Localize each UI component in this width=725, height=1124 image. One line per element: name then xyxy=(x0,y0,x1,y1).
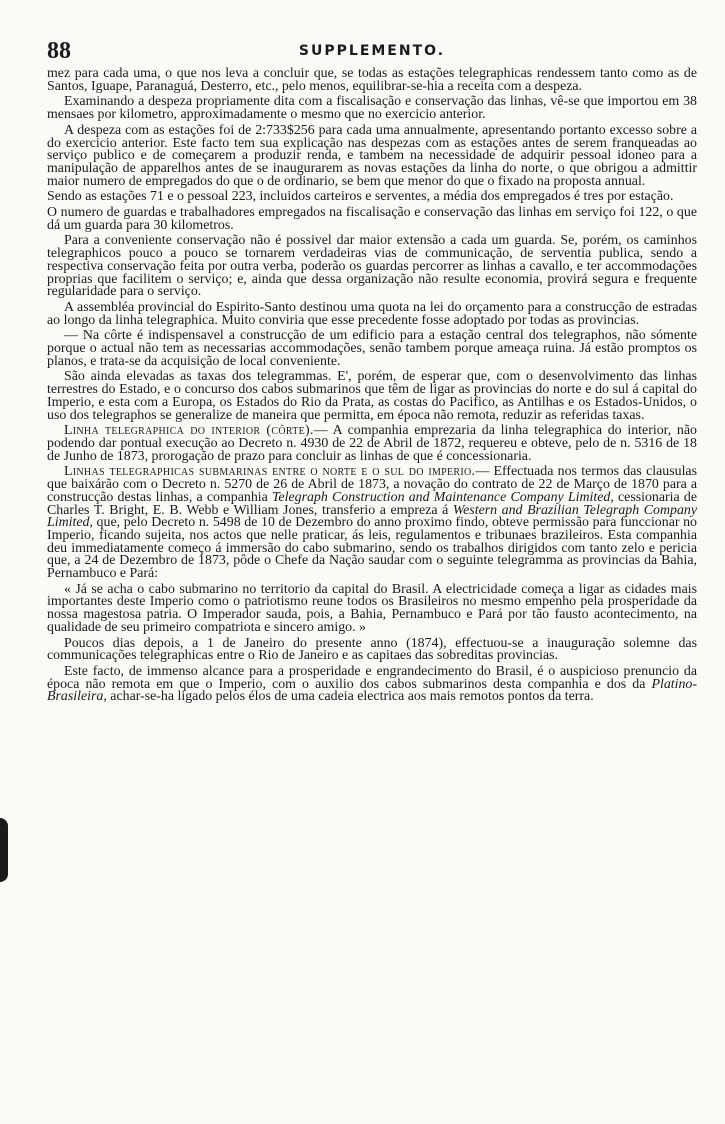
binding-mark xyxy=(0,818,8,882)
company-name: Western and Brazilian Telegraph Company Limited xyxy=(47,502,697,531)
paragraph: Sendo as estações 71 e o pessoal 223, incluidos carteiros e serventes, a média dos empregados é tres por estação. xyxy=(47,189,674,205)
closing-paragraph xyxy=(47,663,697,705)
paragraph: — Na côrte é indispensavel a construcção de um edificio para a estação central dos telegraphos, não sómente porque o actual não tem as necessarias accommodações, senão tambem porque ameaça ruina. Já estão promptos os planos, e trata-se da acquisição de local conveniente. xyxy=(47,328,697,369)
section-heading: Linha telegraphica do interior (côrte). xyxy=(64,423,314,439)
paragraph: A despeza com as estações foi de 2:733$256 para cada uma annualmente, apresentando portanto excesso sobre a do exercicio anterior. Este facto tem sua explicação nas despezas com as estações antes de serem franqueadas ao serviço publico e de começarem a produzir renda, e tambem na necessidade de adquirir pessoal idoneo para a manipulação de apparelhos antes de se inaugurarem as novas estações da linha do norte, o que obrigou a admittir maior numero de empregados do que o de ordinario, se bem que menor do que o fixado na proposta annual. xyxy=(47,122,697,189)
company-name: Telegraph Construction and Maintenance Company Limited xyxy=(271,489,611,505)
section-interior xyxy=(47,425,697,463)
closing-text: , achar-se-ha ligado pelos élos de uma cadeia electrica aos mais remotos pontos da terra. xyxy=(103,689,594,705)
paragraph: Examinando a despeza propriamente dita com a fiscalisação e conservação das linhas, vê-se que importou em 38 mensaes por kilometro, approximadamente o mesmo que no exercicio anterior. xyxy=(47,94,697,123)
page-number: 88 xyxy=(47,38,71,64)
company-name: Platino-Brasileira xyxy=(47,676,697,705)
section-text: , cessionaria de Charles T. Bright, E. B. Webb e William Jones, transferio a empreza á xyxy=(47,489,697,518)
body-text xyxy=(47,68,697,704)
paragraph: O numero de guardas e trabalhadores empregados na fiscalisação e conservação das linhas em serviço foi 122, o que dá um guarda para 30 kilometros. xyxy=(47,205,697,233)
paragraph: mez para cada uma, o que nos leva a concluir que, se todas as estações telegraphicas rendessem tanto como as de Santos, Iguape, Paranaguá, Desterro, etc., pelo menos, equilibrar-se-hia a receita com a despeza. xyxy=(47,66,697,94)
section-submarine xyxy=(47,466,697,580)
section-heading: Linhas telegraphicas submarinas entre o norte e o sul do imperio. xyxy=(64,464,476,480)
paragraph: São ainda elevadas as taxas dos telegrammas. E', porém, de esperar que, com o desenvolvimento das linhas terrestres do Estado, e o concurso dos cabos submarinos que têm de ligar as provincias do norte e do sul á capital do Imperio, e esta com a Europa, os Estados do Rio da Prata, as costas do Pacifico, as Antilhas e os Estados-Unidos, o uso dos telegraphos se generalize de maneira que permitta, em época não remota, reduzir as referidas taxas. xyxy=(47,369,697,423)
paragraph: Poucos dias depois, a 1 de Janeiro do presente anno (1874), effectuou-se a inauguração solemne das communicações telegraphicas entre o Rio de Janeiro e as capitaes das sobreditas provincias. xyxy=(47,635,697,664)
telegram-quote: « Já se acha o cabo submarino no territorio da capital do Brasil. A electricidade começa a ligar as cidades mais importantes deste Imperio como o patriotismo reune todos os Brasileiros no mesmo empenho pela prosperidade da nossa magestosa patria. O Imperador sauda, pois, a Bahia, Pernambuco e Pará por tão fausto acontecimento, na qualidade de seu primeiro compatriota e sincero amigo. » xyxy=(47,581,697,635)
section-text: — A companhia emprezaria da linha telegraphica do interior, não podendo dar pontual execução ao Decreto n. 4930 de 22 de Abril de 1872, requereu e obteve, pelo de n. 5316 de 18 de Junho de 1873, prorogação de prazo para concluir as linhas de que é concessionaria. xyxy=(47,423,697,464)
running-head: SUPPLEMENTO. xyxy=(298,43,446,59)
paragraph: Para a conveniente conservação não é possivel dar maior extensão a cada um guarda. Se, porém, os caminhos telegraphicos pouco a pouco se tornarem verdadeiras vias de communicação, de serventia publica, sendo a respectiva conservação feita por outra verba, poderão os guardas percorrer as linhas a cavallo, e ter accommodações proprias que facilitem o serviço; e, ainda que dessa organização não resulte economia, provirá segura e frequente regularidade para o serviço. xyxy=(47,233,697,300)
section-text: — Effectuada nos termos das clausulas que baixárão com o Decreto n. 5270 de 26 de Abril de 1873, a novação do contrato de 22 de Março de 1870 para a construcção destas linhas, a companhia xyxy=(47,464,698,505)
closing-text: Este facto, de immenso alcance para a prosperidade e engrandecimento do Brasil, é o auspicioso prenuncio da época não remota em que o Imperio, com o auxilio dos cabos submarinos desta companhia e dos da xyxy=(47,663,697,692)
paragraph: A assembléa provincial do Espirito-Santo destinou uma quota na lei do orçamento para a construcção de estradas ao longo da linha telegraphica. Muito conviria que esse precedente fosse adoptado por todas as provincias. xyxy=(47,299,697,328)
section-text: , que, pelo Decreto n. 5498 de 10 de Dezembro do anno proximo findo, obteve permissão para funccionar no Imperio, ficando sujeita, nos actos que nelle praticar, ás leis, regulamentos e tribunaes brazileiros. Esta companhia deu immediatamente começo á immersão do cabo submarino, sendo os trabalhos dirigidos com tanto zelo e pericia que, a 24 de Dezembro de 1873, pôde o Chefe da Nação saudar com o seguinte telegramma as provincias da Bahia, Pernambuco e Pará: xyxy=(47,515,697,582)
page-header xyxy=(47,34,697,68)
